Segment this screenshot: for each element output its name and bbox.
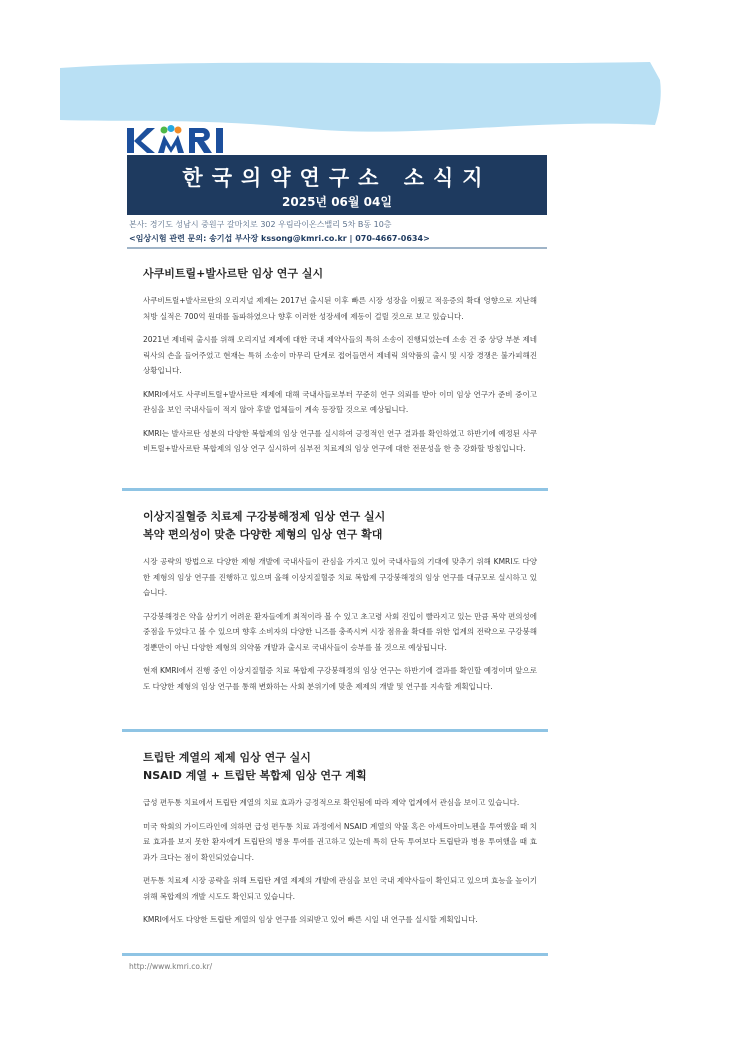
article-paragraph: 2021년 제네릭 출시를 위해 오리지널 제제에 대한 국내 제약사들의 특허 소송이 진행되었는데 소송 건 중 상당 부분 제네릭사의 손을 들어주었고 현재는 특허 소송이 마무리 단계로 접어들면서 제네릭 의약품의 출시 및 시장 경쟁은 불가피해진 상황입니다. — [143, 335, 537, 375]
header-wave — [0, 0, 740, 160]
section-divider — [122, 953, 548, 956]
section-divider — [122, 729, 548, 732]
website-link[interactable]: http://www.kmri.co.kr/ — [129, 962, 213, 971]
article-title: 사쿠비트릴+발사르탄 임상 연구 실시 — [143, 267, 324, 280]
article-subtitle: 복약 편의성이 맞춘 다양한 제형의 임상 연구 확대 — [143, 528, 383, 541]
newsletter-title: 한국의약연구소 소식지 — [182, 166, 492, 190]
article-paragraph: 구강붕해정은 약을 삼키기 어려운 환자들에게 최적이라 볼 수 있고 초고령 사회 진입이 빨라지고 있는 만큼 복약 편의성에 중점을 두었다고 볼 수 있으며 향후 소비자의 다양한 니즈를 충족시켜 시장 점유율 확대를 위한 업계의 전략으로 구강붕해정뿐만이 아닌 다양한 제형의 의약품 개발과 출시로 국내사들이 승부를 볼 것으로 예상됩니다. — [143, 611, 537, 652]
article-paragraph: 현재 KMRI에서 진행 중인 이상지질혈증 치료 복합제 구강붕해정의 임상 연구는 하반기에 결과를 확인할 예정이며 앞으로도 다양한 제형의 임상 연구를 통해 변화하는 사회 분위기에 맞춘 제제의 개발 및 연구를 지속할 계획입니다. — [143, 666, 537, 691]
article-odt — [143, 508, 537, 694]
article-paragraph: KMRI에서도 사쿠비트릴+발사르탄 제제에 대해 국내사들로부터 꾸준히 연구 의뢰를 받아 이미 임상 연구가 준비 중이고 관심을 보인 국내사들이 적지 않아 후발 업체들이 계속 등장할 것으로 예상됩니다. — [143, 389, 537, 414]
article-title: 트립탄 계열의 제제 임상 연구 실시 — [143, 751, 311, 764]
article-title: 이상지질혈증 치료제 구강붕해정제 임상 연구 실시 — [143, 510, 386, 523]
company-address: 본사: 경기도 성남시 중원구 갈마치로 302 우림라이온스밸리 5차 B동 10층 — [129, 220, 392, 229]
title-banner — [127, 155, 547, 215]
article-paragraph: 미국 학회의 가이드라인에 의하면 급성 편두통 치료 과정에서 NSAID 계열의 약물 혹은 아세트아미노펜을 투여했을 때 치료 효과를 보지 못한 환자에게 트립탄의 병용 투여를 권고하고 있는데 특히 단독 투여보다 트립탄과 병용 투여했을 때 효과가 크다는 점이 확인되었습니다. — [143, 821, 537, 862]
section-divider — [122, 488, 548, 491]
article-paragraph: KMRI에서도 다양한 트립탄 계열의 임상 연구를 의뢰받고 있어 빠른 시일 내 연구를 실시할 계획입니다. — [143, 915, 478, 924]
article-sacubitril — [143, 265, 537, 457]
article-subtitle: NSAID 계열 + 트립탄 복합제 임상 연구 계획 — [143, 769, 367, 782]
header-divider — [127, 247, 547, 249]
kmri-logo — [127, 126, 257, 154]
article-triptan — [143, 749, 537, 928]
article-paragraph: 사쿠비트릴+발사르탄의 오리지널 제제는 2017년 출시된 이후 빠른 시장 성장을 이뤘고 적응증의 확대 영향으로 지난해 처방 실적은 700억 원대를 돌파하였으나 향후 이러한 성장세에 제동이 걸릴 것으로 보고 있습니다. — [143, 296, 537, 321]
article-paragraph: 시장 공략의 방법으로 다양한 제형 개발에 국내사들이 관심을 가지고 있어 국내사들의 기대에 맞추기 위해 KMRI도 다양한 제형의 임상 연구를 진행하고 있으며 올해 이상지질혈증 치료 복합제 구강붕해정의 임상 연구를 대규모로 실시하고 있습니다. — [143, 557, 537, 597]
article-paragraph: 급성 편두통 치료에서 트립탄 계열의 치료 효과가 긍정적으로 확인됨에 따라 제약 업계에서 관심을 보이고 있습니다. — [143, 798, 520, 807]
article-paragraph: KMRI는 발사르탄 성분의 다양한 복합제의 임상 연구를 실시하여 긍정적인 연구 결과를 확인하였고 하반기에 예정된 사쿠비트릴+발사르탄 복합제의 임상 연구 실시하여 심부전 치료제의 임상 연구에 대한 전문성을 한 층 강화할 방침입니다. — [143, 428, 537, 453]
contact-info: <임상시험 관련 문의: 송기섭 부사장 kssong@kmri.co.kr | 070-4667-0634> — [129, 234, 430, 243]
issue-date: 2025년 06월 04일 — [282, 195, 392, 209]
article-paragraph: 편두통 치료제 시장 공략을 위해 트립탄 계열 제제의 개발에 관심을 보인 국내 제약사들이 확인되고 있으며 효능을 높이기 위해 복합제의 개발 시도도 확인되고 있습니다. — [143, 876, 537, 901]
